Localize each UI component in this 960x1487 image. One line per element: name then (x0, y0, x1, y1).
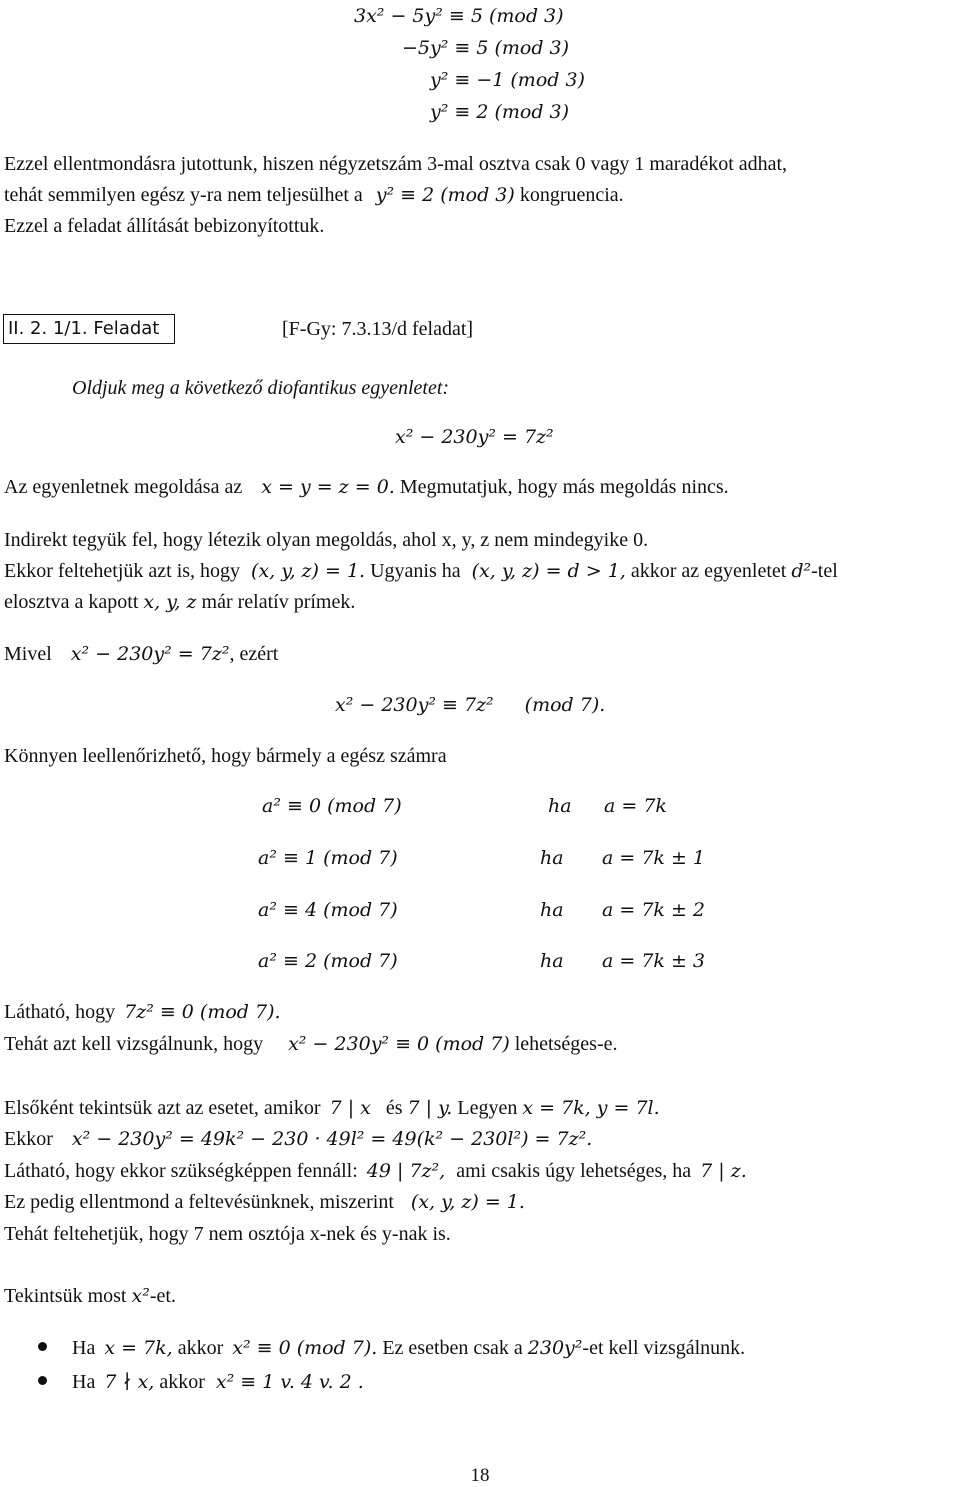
assume-math-2: (x, y, z) = d > 1, (471, 560, 626, 582)
divide-math: x, y, z (143, 591, 197, 613)
congruence-mod: (mod 7). (524, 694, 606, 716)
congruence-math: x² − 230y² ≡ 7z² (335, 694, 494, 716)
derivation-line-3: y² ≡ −1 (mod 3) (430, 69, 585, 91)
contradiction-line-1: Ezzel ellentmondásra jutottunk, hiszen négyzetszám 3-mal osztva csak 0 vagy 1 maradékot adhat, (4, 153, 788, 175)
first-case-math-2: 7 | y. (407, 1097, 453, 1119)
so-examine-tail: lehetséges-e. (514, 1033, 618, 1055)
necessary-math-2: 7 | z. (700, 1160, 747, 1182)
first-case-math-3: x = 7k, y = 7l. (522, 1097, 660, 1119)
congruence-line (335, 692, 605, 718)
bullet-math-1: 7 ∤ x, (104, 1371, 155, 1393)
residue-ha: ha (540, 847, 564, 869)
residue-left: a² ≡ 4 (mod 7) (258, 899, 398, 921)
solution-tail: Megmutatjuk, hogy más megoldás nincs. (399, 476, 729, 498)
assume-text-2: Ugyanis ha (370, 560, 461, 582)
divide-tail: már relatív prímek. (201, 591, 356, 613)
necessary-math: 49 | 7z², (366, 1160, 446, 1182)
contradiction-text: tehát semmilyen egész y-ra nem teljesülhet a (4, 184, 363, 206)
so-examine-math: x² − 230y² ≡ 0 (mod 7) (288, 1033, 510, 1055)
then-text: Ekkor (4, 1128, 53, 1150)
bullet-math-2: x² ≡ 1 v. 4 v. 2 . (215, 1371, 364, 1393)
consider-text: Tekintsük most (4, 1285, 127, 1307)
residue-left: a² ≡ 1 (mod 7) (258, 847, 398, 869)
bullet-ha: Ha (72, 1371, 96, 1393)
consider-math: x² (131, 1285, 150, 1307)
bullet-tail: -et kell vizsgálnunk. (582, 1337, 746, 1359)
residue-ha: ha (540, 950, 564, 972)
bullet-item (72, 1369, 364, 1395)
task-equation: x² − 230y² = 7z² (395, 426, 554, 448)
indirect-line: Indirekt tegyük fel, hogy létezik olyan megoldás, ahol x, y, z nem mindegyike 0. (4, 529, 649, 551)
derivation-line-1: 3x² − 5y² ≡ 5 (mod 3) (354, 5, 564, 27)
necessary-line (4, 1158, 747, 1184)
assume-text-4: -tel (811, 560, 838, 582)
derivation-line-4: y² ≡ 2 (mod 3) (430, 101, 570, 123)
since-math: x² − 230y² = 7z² (70, 643, 230, 665)
then-math: x² − 230y² = 49k² − 230 · 49l² = 49(k² − 230l²) = 7z². (71, 1128, 593, 1150)
bullet-math-3: 230y² (527, 1337, 583, 1359)
task-prompt: Oldjuk meg a következő diofantikus egyenletet: (72, 377, 450, 399)
so-examine-line (4, 1031, 617, 1057)
bullet-akkor: akkor (159, 1371, 205, 1393)
residue-right: a = 7k ± 2 (602, 899, 706, 921)
contradicts-math: (x, y, z) = 1. (410, 1191, 525, 1213)
residue-ha: ha (540, 899, 564, 921)
since-tail: , ezért (229, 643, 279, 665)
residue-right: a = 7k ± 3 (602, 950, 706, 972)
divide-line (4, 589, 355, 615)
since-text: Mivel (4, 643, 52, 665)
assume-math-1: (x, y, z) = 1. (251, 560, 366, 582)
first-case-math-1: 7 | x (329, 1097, 371, 1119)
necessary-text: Látható, hogy ekkor szükségképpen fennáll: (4, 1160, 358, 1182)
bullet-dot (38, 1376, 47, 1385)
assume-line (4, 558, 838, 584)
solution-text: Az egyenletnek megoldása az (4, 476, 243, 498)
contradicts-line (4, 1189, 525, 1215)
necessary-text-2: ami csakis úgy lehetséges, ha (456, 1160, 692, 1182)
visible-line (4, 999, 281, 1025)
visible-text: Látható, hogy (4, 1001, 116, 1023)
contradiction-tail: kongruencia. (519, 184, 624, 206)
assume-not-divisor-line: Tehát feltehetjük, hogy 7 nem osztója x-nek és y-nak is. (4, 1223, 451, 1245)
bullet-text: Ez esetben csak a (382, 1337, 523, 1359)
bullet-math-1: x = 7k, (104, 1337, 173, 1359)
so-examine-text: Tehát azt kell vizsgálnunk, hogy (4, 1033, 264, 1055)
assume-text-3: akkor az egyenletet (630, 560, 787, 582)
bullet-akkor: akkor (177, 1337, 224, 1359)
consider-tail: -et. (149, 1285, 176, 1307)
easy-check-line: Könnyen leellenőrizhető, hogy bármely a egész számra (4, 745, 447, 767)
visible-math: 7z² ≡ 0 (mod 7). (124, 1001, 281, 1023)
divide-text: elosztva a kapott (4, 591, 139, 613)
contradicts-text: Ez pedig ellentmond a feltevésünknek, miszerint (4, 1191, 394, 1213)
first-case-text: Elsőként tekintsük azt az esetet, amikor (4, 1097, 321, 1119)
residue-left: a² ≡ 2 (mod 7) (258, 950, 398, 972)
derivation-line-2: −5y² ≡ 5 (mod 3) (402, 37, 570, 59)
residue-ha: ha (548, 795, 572, 817)
residue-right: a = 7k (604, 795, 667, 817)
consider-line (4, 1283, 176, 1309)
first-case-let: Legyen (457, 1097, 518, 1119)
residue-right: a = 7k ± 1 (602, 847, 706, 869)
contradiction-math: y² ≡ 2 (mod 3) (375, 184, 515, 206)
bullet-item (72, 1335, 745, 1361)
bullet-math-2: x² ≡ 0 (mod 7). (232, 1337, 378, 1359)
task-label-box: II. 2. 1/1. Feladat (3, 314, 175, 344)
page-number: 18 (470, 1465, 490, 1486)
bullet-ha: Ha (72, 1337, 96, 1359)
contradiction-line-2 (4, 182, 624, 208)
contradiction-line-3: Ezzel a feladat állítását bebizonyítottuk. (4, 215, 325, 237)
since-line (4, 641, 278, 667)
residue-left: a² ≡ 0 (mod 7) (262, 795, 402, 817)
solution-line (4, 474, 729, 500)
assume-math-3: d² (791, 560, 812, 582)
bullet-dot (38, 1342, 47, 1351)
assume-text: Ekkor feltehetjük azt is, hogy (4, 560, 241, 582)
solution-math: x = y = z = 0. (261, 476, 395, 498)
then-line (4, 1126, 592, 1152)
first-case-and: és (385, 1097, 403, 1119)
task-reference: [F-Gy: 7.3.13/d feladat] (282, 318, 474, 340)
first-case-line (4, 1095, 660, 1121)
